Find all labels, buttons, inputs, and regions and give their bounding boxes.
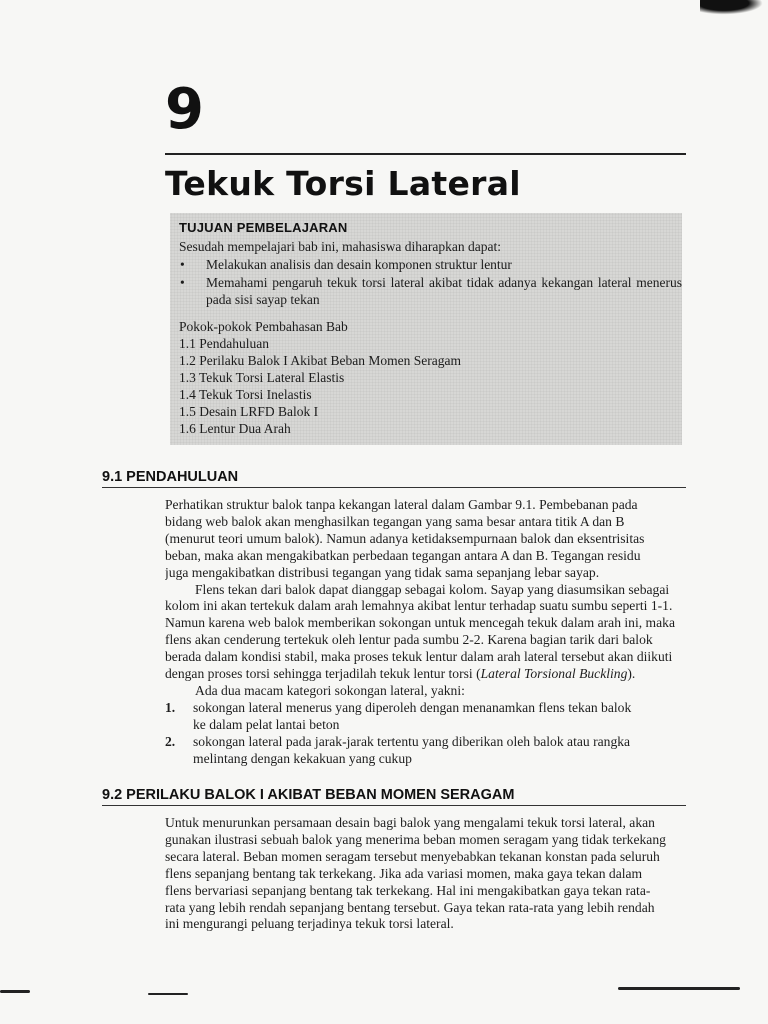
list-item: [165, 734, 685, 768]
scan-artifact-bottom-right: [618, 987, 740, 990]
objective-item: Melakukan analisis dan desain komponen struktur lentur: [206, 257, 512, 272]
paragraph-line: kolom ini akan tertekuk dalam arah lemahnya akibat lentur terhadap suatu sumbu seperti 1-1.: [165, 598, 673, 614]
objective-bullet-icon: •: [180, 275, 185, 290]
list-intro: Ada dua macam kategori sokongan lateral, yakni:: [195, 682, 465, 698]
section-rule: [102, 805, 686, 806]
scan-artifact-top: [700, 0, 768, 16]
topic-item: 1.4 Tekuk Torsi Inelastis: [179, 387, 312, 402]
paragraph-line: beban, maka akan mengakibatkan perbedaan tegangan antara A dan B. Tegangan residu: [165, 547, 641, 563]
paragraph-line: ini mengurangi peluang terjadinya tekuk torsi lateral.: [165, 916, 454, 932]
list-item-line: sokongan lateral menerus yang diperoleh dengan menanamkan flens tekan balok: [193, 699, 632, 715]
paragraph-line: Perhatikan struktur balok tanpa kekangan lateral dalam Gambar 9.1. Pembebanan pada: [165, 497, 638, 512]
paragraph-line: dengan proses torsi sehingga terjadilah tekuk lentur torsi (Lateral Torsional Buckling).: [165, 666, 636, 682]
paragraph-line: flens akan cenderung tertekuk oleh lentur pada sumbu 2-2. Karena bagian tarik dari balok: [165, 632, 653, 648]
topic-item: 1.5 Desain LRFD Balok I: [179, 404, 319, 419]
topics-heading: Pokok-pokok Pembahasan Bab: [179, 319, 348, 334]
objectives-intro: Sesudah mempelajari bab ini, mahasiswa diharapkan dapat:: [179, 239, 502, 254]
list-item: [165, 700, 685, 734]
chapter-rule: [165, 153, 686, 155]
topic-item: 1.3 Tekuk Torsi Lateral Elastis: [179, 370, 345, 385]
section-heading-9-1: 9.1 PENDAHULUAN: [102, 469, 239, 485]
paragraph-line: (menurut teori umum balok). Namun adanya ketidaksempurnaan balok dan eksentrisitas: [165, 530, 645, 546]
paragraph-line: Namun karena web balok memberikan sokongan untuk mencegah tekuk dalam arah ini, maka: [165, 615, 675, 631]
paragraph-line: flens bervariasi sepanjang bentang tak terkekang. Hal ini mengakibatkan gaya tekan rata-: [165, 882, 651, 898]
objectives-heading: TUJUAN PEMBELAJARAN: [179, 220, 348, 235]
section-9-1-body: [165, 497, 685, 768]
objective-bullet-icon: •: [180, 257, 185, 272]
topic-item: 1.6 Lentur Dua Arah: [179, 421, 291, 436]
paragraph-line: Flens tekan dari balok dapat dianggap sebagai kolom. Sayap yang diasumsikan sebagai: [195, 581, 670, 597]
paragraph-line: bidang web balok akan menghasilkan tegangan yang sama besar antara titik A dan B: [165, 513, 625, 529]
section-rule: [102, 487, 686, 488]
scan-artifact-bottom-left: [0, 990, 30, 993]
section-9-2-body: [165, 815, 685, 933]
italic-term: Lateral Torsional Buckling: [480, 666, 628, 682]
chapter-title: Tekuk Torsi Lateral: [165, 164, 521, 203]
objective-item: Memahami pengaruh tekuk torsi lateral akibat tidak adanya kekangan lateral menerus pada sisi sayap tekan: [206, 275, 682, 308]
section-heading-9-2: 9.2 PERILAKU BALOK I AKIBAT BEBAN MOMEN SERAGAM: [102, 787, 515, 803]
paragraph-line: flens sepanjang bentang tak terkekang. Jika ada variasi momen, maka gaya tekan dalam: [165, 865, 643, 881]
paragraph-line: juga mengakibatkan distribusi tegangan yang tidak sama sepanjang lebar sayap.: [165, 564, 600, 580]
topic-item: 1.1 Pendahuluan: [179, 336, 269, 351]
scan-artifact-bottom-mid: [148, 993, 188, 995]
chapter-number: 9: [165, 77, 204, 142]
paragraph-line: rata yang lebih rendah sepanjang bentang tersebut. Gaya tekan rata-rata yang lebih rendah: [165, 899, 655, 915]
paragraph-line: secara lateral. Beban momen seragam tersebut menyebabkan tekanan konstan pada seluruh: [165, 848, 660, 864]
list-item-line: sokongan lateral pada jarak-jarak tertentu yang diberikan oleh balok atau rangka: [193, 733, 631, 749]
topic-item: 1.2 Perilaku Balok I Akibat Beban Momen Seragam: [179, 353, 461, 368]
list-marker: 2.: [165, 733, 176, 749]
list-item-line: ke dalam pelat lantai beton: [193, 716, 340, 732]
list-marker: 1.: [165, 699, 176, 715]
paragraph-line: Untuk menurunkan persamaan desain bagi balok yang mengalami tekuk torsi lateral, akan: [165, 815, 655, 830]
paragraph-line: gunakan ilustrasi sebuah balok yang menerima beban momen seragam yang tidak terkekang: [165, 831, 666, 847]
list-item-line: melintang dengan kekakuan yang cukup: [193, 750, 412, 766]
paragraph-line: berada dalam kondisi stabil, maka proses tekuk lentur dalam arah lateral tersebut akan diikuti: [165, 649, 673, 665]
